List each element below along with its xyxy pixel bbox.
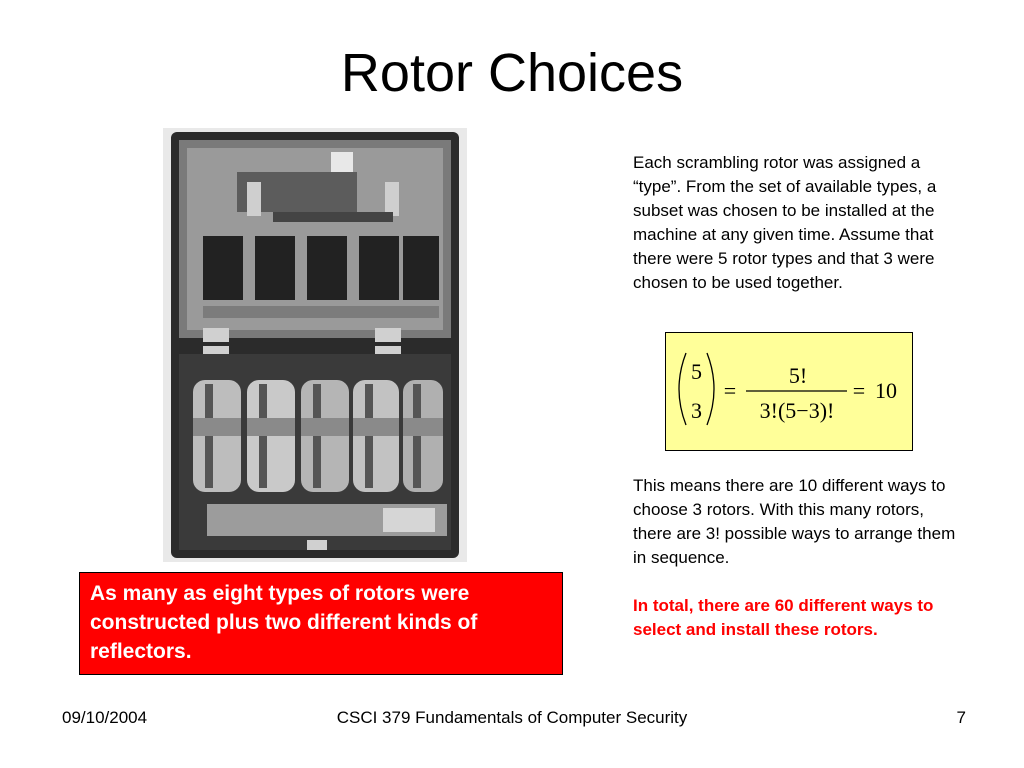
footer-course-title: CSCI 379 Fundamentals of Computer Security <box>336 708 688 727</box>
total-ways-statement: In total, there are 60 different ways to select and install these rotors. <box>633 596 934 639</box>
fraction-numerator: 5! <box>788 363 808 388</box>
binomial-left-paren <box>679 353 686 425</box>
equals-sign-2: = <box>852 378 866 403</box>
formula-result: 10 <box>875 378 897 403</box>
slide-title: Rotor Choices <box>340 43 684 103</box>
combination-formula <box>666 333 912 450</box>
binomial-right-paren <box>707 353 714 425</box>
rotor-type-explanation: Each scrambling rotor was assigned a “type”. From the set of available types, a subset was chosen to be installed at the machine at any given time. Assume that there were 5 rotor types and that 3 were chosen to be used together. <box>633 153 937 292</box>
choice-count-explanation: This means there are 10 different ways to choose 3 rotors. With this many rotors, there are 3! possible ways to arrange them in sequence. <box>633 476 956 567</box>
binomial-n: 5 <box>691 359 702 384</box>
rotor-types-callout: As many as eight types of rotors were constructed plus two different kinds of reflectors. <box>79 572 563 675</box>
fraction-denominator: 3!(5−3)! <box>759 398 835 423</box>
equals-sign-1: = <box>723 378 737 403</box>
combination-formula-box <box>665 332 913 451</box>
footer-page-number: 7 <box>956 708 966 727</box>
binomial-k: 3 <box>691 398 702 423</box>
enigma-rotor-box-photo <box>163 128 467 562</box>
footer-date: 09/10/2004 <box>62 708 148 727</box>
